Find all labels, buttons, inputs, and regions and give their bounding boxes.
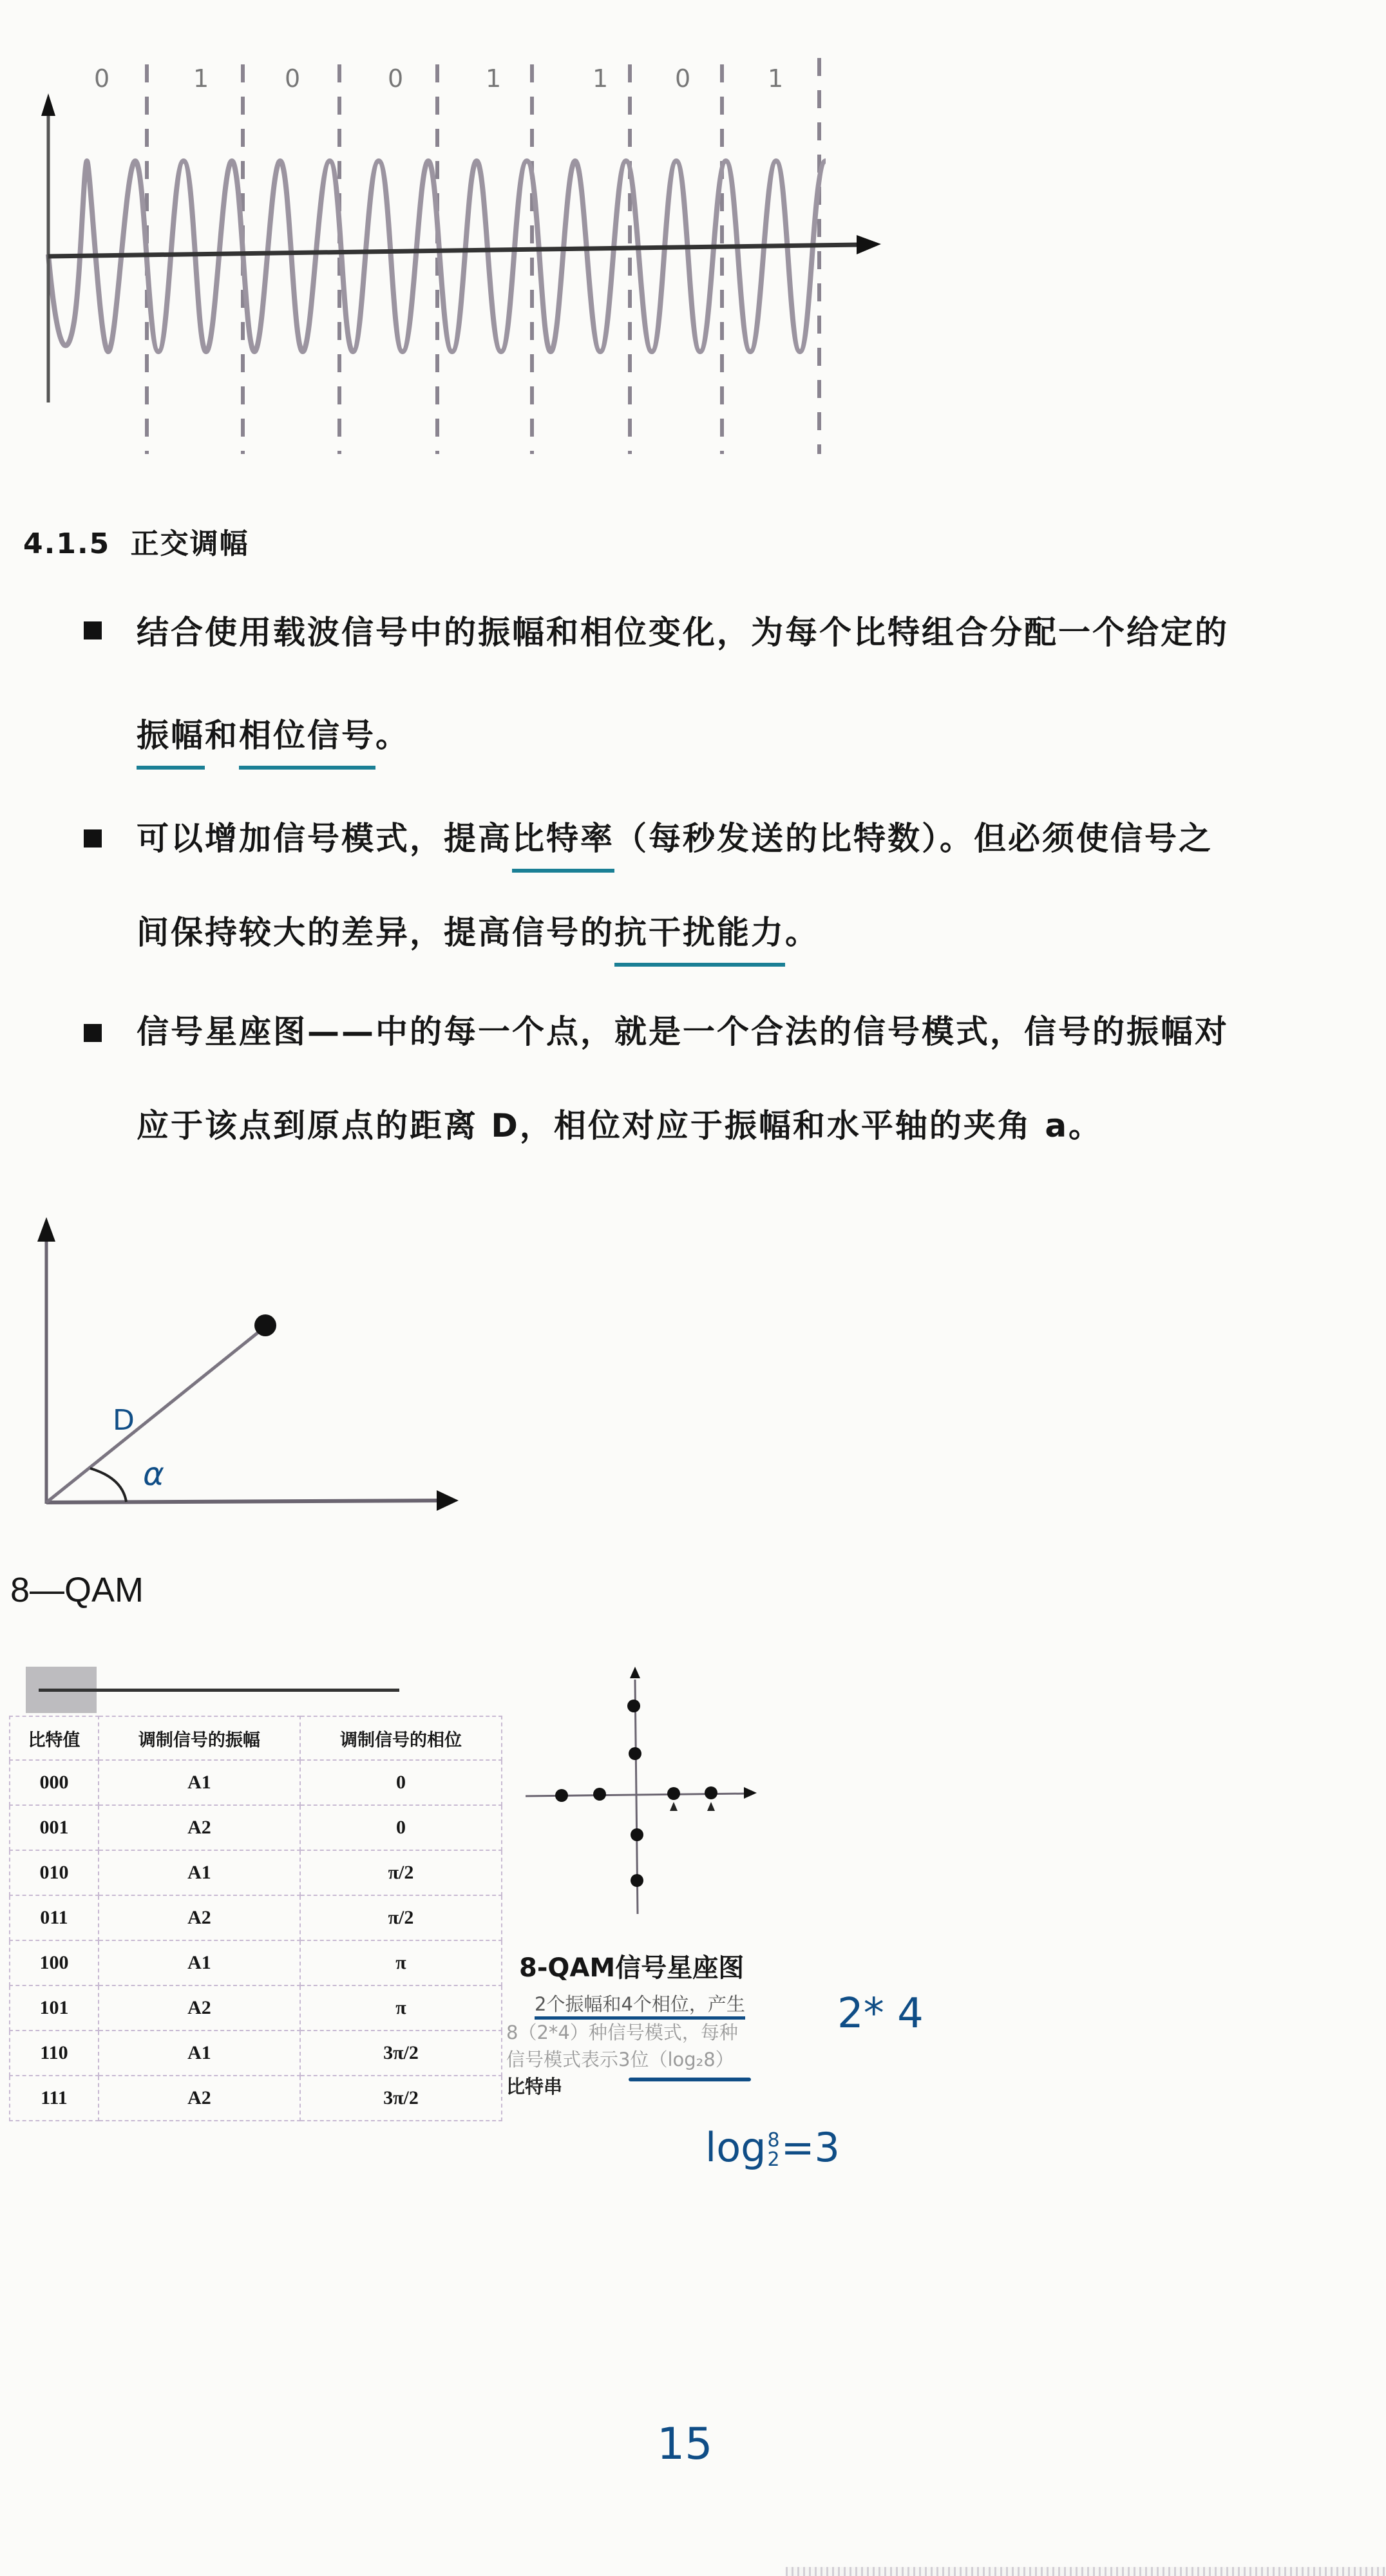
underlined-term: 振幅 — [137, 717, 205, 770]
bullet-square-icon — [84, 621, 102, 639]
bit-label: 0 — [388, 64, 404, 93]
bullet-square-icon — [84, 829, 102, 848]
table-row: 011 A2 π/2 — [10, 1895, 502, 1940]
section-title: 正交调幅 — [130, 527, 249, 560]
column-header: 比特值 — [10, 1716, 99, 1760]
qam-heading: 8—QAM — [10, 1571, 144, 1609]
bullet-1-line-2: 振幅和相位信号。 — [137, 710, 410, 756]
distance-label: D — [113, 1404, 135, 1437]
bit-label: 1 — [593, 64, 609, 93]
amplitude-markers — [670, 1802, 715, 1811]
y-axis-arrow-icon — [37, 1217, 55, 1242]
y-axis-arrow-icon — [41, 93, 55, 116]
bullet-2-line-2: 间保持较大的差异，提高信号的抗干扰能力。 — [137, 907, 819, 953]
x-axis-arrow-icon — [437, 1490, 459, 1511]
handwritten-note-log: log 8 2 =3 — [705, 2124, 840, 2171]
table-row: 111 A2 3π/2 — [10, 2076, 502, 2121]
caption-line-3: 信号模式表示3位（log₂8） — [506, 2049, 734, 2070]
caption-line-2: 8（2*4）种信号模式，每种 — [506, 2022, 738, 2043]
bit-label: 0 — [675, 64, 691, 93]
table-row: 110 A1 3π/2 — [10, 2031, 502, 2076]
bit-boundary-lines — [147, 58, 819, 454]
angle-label: α — [143, 1455, 164, 1493]
table-header-row — [10, 1716, 502, 1760]
x-axis-arrow-icon — [857, 235, 881, 254]
bit-label: 1 — [193, 64, 209, 93]
underlined-term: 比特率 — [512, 820, 614, 873]
section-heading — [23, 520, 249, 562]
bullet-3-line-2: 应于该点到原点的距离 D，相位对应于振幅和水平轴的夹角 a。 — [137, 1107, 1103, 1144]
bullet-square-icon — [84, 1024, 102, 1042]
bit-labels — [85, 64, 832, 97]
table-row: 001 A2 0 — [10, 1805, 502, 1850]
table-top-rule — [39, 1689, 399, 1692]
handwritten-note-product: 2* 4 — [837, 1990, 924, 2038]
section-number: 4.1.5 — [23, 527, 111, 560]
caption-line-4: 比特串 — [506, 2076, 563, 2098]
qam-mapping-table — [9, 1716, 502, 2121]
constellation-title: 8-QAM信号星座图 — [519, 1953, 745, 1983]
page-number: 15 — [657, 2419, 713, 2470]
ask-waveform-figure — [0, 0, 902, 464]
q-axis-arrow-icon — [630, 1667, 640, 1678]
table-row: 000 A1 0 — [10, 1760, 502, 1805]
x-axis — [46, 1501, 438, 1502]
bullet-3-line-1: 信号星座图——中的每一个点，就是一个合法的信号模式，信号的振幅对 — [137, 1013, 1229, 1050]
signal-point — [254, 1314, 276, 1336]
bullet-2-line-1: 可以增加信号模式，提高比特率（每秒发送的比特数）。但必须使信号之 — [137, 813, 1213, 859]
bit-label: 0 — [285, 64, 301, 93]
bullet-1-line-1: 结合使用载波信号中的振幅和相位变化，为每个比特组合分配一个给定的 — [137, 614, 1229, 651]
table-row: 100 A1 π — [10, 1940, 502, 1985]
scan-edge-artifact — [786, 2567, 1386, 2576]
underlined-term: 相位信号 — [239, 717, 375, 770]
caption-line-1: 2个振幅和4个相位，产生 — [535, 1990, 745, 2016]
amplitude-phase-vector-diagram — [0, 1185, 515, 1546]
bit-label: 1 — [486, 64, 502, 93]
table-row: 010 A1 π/2 — [10, 1850, 502, 1895]
underlined-term: 抗干扰能力 — [614, 914, 785, 967]
handwritten-underline — [629, 2078, 751, 2081]
table-row: 101 A2 π — [10, 1985, 502, 2031]
bit-label: 1 — [768, 64, 784, 93]
column-header: 调制信号的相位 — [300, 1716, 502, 1760]
bit-label: 0 — [94, 64, 110, 93]
column-header: 调制信号的振幅 — [99, 1716, 300, 1760]
angle-arc — [90, 1468, 126, 1502]
i-axis-arrow-icon — [744, 1787, 757, 1799]
qam-constellation-diagram — [509, 1649, 779, 1938]
